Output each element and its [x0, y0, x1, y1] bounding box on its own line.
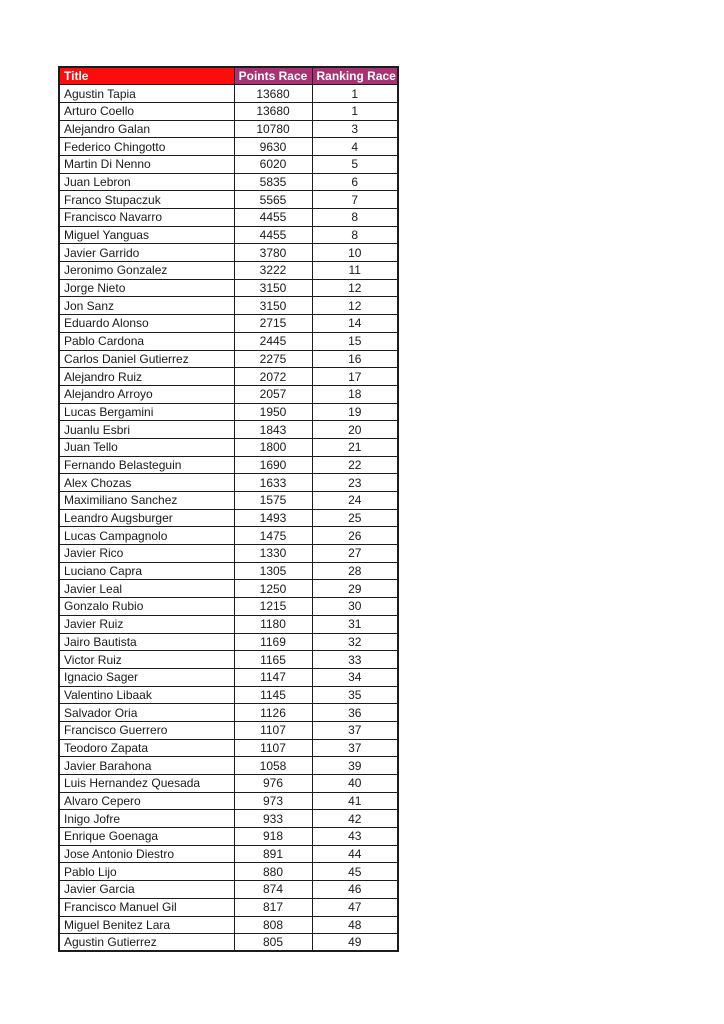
table-row	[59, 739, 398, 757]
table-row	[59, 898, 398, 916]
ranking-cell: 47	[312, 898, 398, 916]
player-name-cell: Alvaro Cepero	[59, 792, 234, 810]
ranking-cell: 48	[312, 916, 398, 934]
points-cell: 1690	[234, 456, 312, 474]
ranking-cell: 37	[312, 721, 398, 739]
points-cell: 3150	[234, 297, 312, 315]
table-row	[59, 668, 398, 686]
player-name-cell: Inigo Jofre	[59, 810, 234, 828]
ranking-cell: 19	[312, 403, 398, 421]
ranking-cell: 25	[312, 509, 398, 527]
ranking-cell: 34	[312, 668, 398, 686]
table-row	[59, 456, 398, 474]
points-cell: 5565	[234, 191, 312, 209]
points-cell: 1145	[234, 686, 312, 704]
points-cell: 976	[234, 775, 312, 793]
table-row	[59, 775, 398, 793]
player-name-cell: Javier Garrido	[59, 244, 234, 262]
table-row	[59, 828, 398, 846]
table-row	[59, 85, 398, 103]
ranking-cell: 5	[312, 155, 398, 173]
table-row	[59, 438, 398, 456]
ranking-cell: 43	[312, 828, 398, 846]
ranking-cell: 21	[312, 438, 398, 456]
ranking-cell: 8	[312, 209, 398, 227]
points-cell: 1633	[234, 474, 312, 492]
table-row	[59, 226, 398, 244]
player-name-cell: Jorge Nieto	[59, 279, 234, 297]
points-cell: 1330	[234, 545, 312, 563]
ranking-cell: 31	[312, 615, 398, 633]
player-name-cell: Carlos Daniel Gutierrez	[59, 350, 234, 368]
player-name-cell: Alejandro Arroyo	[59, 385, 234, 403]
points-cell: 13680	[234, 102, 312, 120]
table-row	[59, 527, 398, 545]
points-cell: 1215	[234, 598, 312, 616]
player-name-cell: Francisco Guerrero	[59, 721, 234, 739]
ranking-cell: 18	[312, 385, 398, 403]
player-name-cell: Luciano Capra	[59, 562, 234, 580]
table-row	[59, 368, 398, 386]
document-page	[58, 66, 399, 952]
player-name-cell: Francisco Manuel Gil	[59, 898, 234, 916]
table-row	[59, 262, 398, 280]
points-cell: 3222	[234, 262, 312, 280]
table-row	[59, 916, 398, 934]
player-name-cell: Maximiliano Sanchez	[59, 492, 234, 510]
ranking-cell: 10	[312, 244, 398, 262]
table-row	[59, 173, 398, 191]
ranking-cell: 15	[312, 332, 398, 350]
player-name-cell: Gonzalo Rubio	[59, 598, 234, 616]
player-name-cell: Jairo Bautista	[59, 633, 234, 651]
player-name-cell: Franco Stupaczuk	[59, 191, 234, 209]
points-cell: 4455	[234, 209, 312, 227]
points-cell: 805	[234, 934, 312, 952]
points-cell: 3780	[234, 244, 312, 262]
points-cell: 1493	[234, 509, 312, 527]
table-row	[59, 863, 398, 881]
ranking-cell: 1	[312, 102, 398, 120]
ranking-cell: 37	[312, 739, 398, 757]
points-cell: 1147	[234, 668, 312, 686]
table-row	[59, 191, 398, 209]
player-name-cell: Juan Lebron	[59, 173, 234, 191]
table-row	[59, 881, 398, 899]
points-cell: 918	[234, 828, 312, 846]
table-row	[59, 651, 398, 669]
points-cell: 9630	[234, 138, 312, 156]
ranking-cell: 30	[312, 598, 398, 616]
table-row	[59, 721, 398, 739]
player-name-cell: Eduardo Alonso	[59, 315, 234, 333]
points-cell: 2057	[234, 385, 312, 403]
player-name-cell: Valentino Libaak	[59, 686, 234, 704]
table-row	[59, 332, 398, 350]
ranking-cell: 4	[312, 138, 398, 156]
table-row	[59, 545, 398, 563]
ranking-cell: 16	[312, 350, 398, 368]
player-name-cell: Javier Rico	[59, 545, 234, 563]
points-cell: 880	[234, 863, 312, 881]
table-row	[59, 155, 398, 173]
player-name-cell: Ignacio Sager	[59, 668, 234, 686]
table-row	[59, 385, 398, 403]
points-cell: 5835	[234, 173, 312, 191]
ranking-cell: 36	[312, 704, 398, 722]
player-name-cell: Javier Barahona	[59, 757, 234, 775]
player-name-cell: Victor Ruiz	[59, 651, 234, 669]
points-cell: 3150	[234, 279, 312, 297]
points-cell: 1800	[234, 438, 312, 456]
table-row	[59, 421, 398, 439]
points-cell: 808	[234, 916, 312, 934]
player-name-cell: Alejandro Galan	[59, 120, 234, 138]
player-name-cell: Jeronimo Gonzalez	[59, 262, 234, 280]
player-name-cell: Jose Antonio Diestro	[59, 845, 234, 863]
ranking-cell: 41	[312, 792, 398, 810]
table-row	[59, 138, 398, 156]
player-name-cell: Fernando Belasteguin	[59, 456, 234, 474]
table-row	[59, 686, 398, 704]
player-name-cell: Martin Di Nenno	[59, 155, 234, 173]
header-row	[59, 67, 398, 85]
ranking-cell: 44	[312, 845, 398, 863]
player-name-cell: Miguel Yanguas	[59, 226, 234, 244]
points-cell: 1575	[234, 492, 312, 510]
points-cell: 973	[234, 792, 312, 810]
points-cell: 1107	[234, 721, 312, 739]
player-name-cell: Jon Sanz	[59, 297, 234, 315]
player-name-cell: Teodoro Zapata	[59, 739, 234, 757]
table-row	[59, 562, 398, 580]
ranking-cell: 46	[312, 881, 398, 899]
player-name-cell: Leandro Augsburger	[59, 509, 234, 527]
points-cell: 874	[234, 881, 312, 899]
table-row	[59, 509, 398, 527]
ranking-cell: 6	[312, 173, 398, 191]
player-name-cell: Arturo Coello	[59, 102, 234, 120]
table-row	[59, 598, 398, 616]
points-cell: 4455	[234, 226, 312, 244]
player-name-cell: Agustin Tapia	[59, 85, 234, 103]
ranking-cell: 49	[312, 934, 398, 952]
player-name-cell: Javier Leal	[59, 580, 234, 598]
ranking-cell: 1	[312, 85, 398, 103]
points-cell: 1843	[234, 421, 312, 439]
player-name-cell: Javier Garcia	[59, 881, 234, 899]
points-cell: 1058	[234, 757, 312, 775]
player-name-cell: Lucas Bergamini	[59, 403, 234, 421]
ranking-cell: 11	[312, 262, 398, 280]
table-row	[59, 792, 398, 810]
ranking-cell: 20	[312, 421, 398, 439]
table-row	[59, 120, 398, 138]
player-name-cell: Juanlu Esbri	[59, 421, 234, 439]
ranking-cell: 17	[312, 368, 398, 386]
ranking-cell: 28	[312, 562, 398, 580]
points-cell: 1180	[234, 615, 312, 633]
player-name-cell: Javier Ruiz	[59, 615, 234, 633]
player-name-cell: Miguel Benitez Lara	[59, 916, 234, 934]
table-row	[59, 474, 398, 492]
ranking-cell: 24	[312, 492, 398, 510]
ranking-cell: 12	[312, 279, 398, 297]
player-name-cell: Alejandro Ruiz	[59, 368, 234, 386]
points-cell: 13680	[234, 85, 312, 103]
player-name-cell: Salvador Oria	[59, 704, 234, 722]
points-cell: 2275	[234, 350, 312, 368]
table-row	[59, 350, 398, 368]
table-row	[59, 704, 398, 722]
points-cell: 1169	[234, 633, 312, 651]
table-row	[59, 297, 398, 315]
ranking-cell: 33	[312, 651, 398, 669]
ranking-cell: 42	[312, 810, 398, 828]
ranking-cell: 8	[312, 226, 398, 244]
header-ranking-race: Ranking Race	[312, 67, 398, 85]
player-name-cell: Federico Chingotto	[59, 138, 234, 156]
table-row	[59, 492, 398, 510]
table-row	[59, 244, 398, 262]
table-row	[59, 615, 398, 633]
ranking-cell: 23	[312, 474, 398, 492]
player-name-cell: Pablo Cardona	[59, 332, 234, 350]
player-name-cell: Alex Chozas	[59, 474, 234, 492]
player-name-cell: Pablo Lijo	[59, 863, 234, 881]
points-cell: 1165	[234, 651, 312, 669]
table-row	[59, 403, 398, 421]
points-cell: 2072	[234, 368, 312, 386]
points-cell: 6020	[234, 155, 312, 173]
table-row	[59, 845, 398, 863]
player-name-cell: Lucas Campagnolo	[59, 527, 234, 545]
table-row	[59, 209, 398, 227]
ranking-cell: 39	[312, 757, 398, 775]
ranking-cell: 35	[312, 686, 398, 704]
points-cell: 1107	[234, 739, 312, 757]
points-cell: 10780	[234, 120, 312, 138]
ranking-cell: 29	[312, 580, 398, 598]
table-body	[59, 85, 398, 952]
ranking-cell: 3	[312, 120, 398, 138]
player-name-cell: Luis Hernandez Quesada	[59, 775, 234, 793]
points-cell: 1250	[234, 580, 312, 598]
ranking-cell: 12	[312, 297, 398, 315]
points-cell: 2445	[234, 332, 312, 350]
ranking-cell: 26	[312, 527, 398, 545]
header-points-race: Points Race	[234, 67, 312, 85]
points-cell: 891	[234, 845, 312, 863]
table-row	[59, 757, 398, 775]
table-row	[59, 102, 398, 120]
ranking-cell: 45	[312, 863, 398, 881]
points-cell: 933	[234, 810, 312, 828]
ranking-cell: 14	[312, 315, 398, 333]
table-row	[59, 810, 398, 828]
points-cell: 1475	[234, 527, 312, 545]
points-cell: 1950	[234, 403, 312, 421]
table-row	[59, 580, 398, 598]
player-name-cell: Francisco Navarro	[59, 209, 234, 227]
table-row	[59, 315, 398, 333]
header-title: Title	[59, 67, 234, 85]
points-cell: 1305	[234, 562, 312, 580]
ranking-cell: 32	[312, 633, 398, 651]
points-cell: 2715	[234, 315, 312, 333]
ranking-cell: 40	[312, 775, 398, 793]
ranking-table	[58, 66, 399, 952]
table-row	[59, 633, 398, 651]
ranking-cell: 22	[312, 456, 398, 474]
table-row	[59, 934, 398, 952]
player-name-cell: Agustin Gutierrez	[59, 934, 234, 952]
ranking-cell: 7	[312, 191, 398, 209]
points-cell: 817	[234, 898, 312, 916]
player-name-cell: Juan Tello	[59, 438, 234, 456]
ranking-cell: 27	[312, 545, 398, 563]
player-name-cell: Enrique Goenaga	[59, 828, 234, 846]
points-cell: 1126	[234, 704, 312, 722]
table-row	[59, 279, 398, 297]
